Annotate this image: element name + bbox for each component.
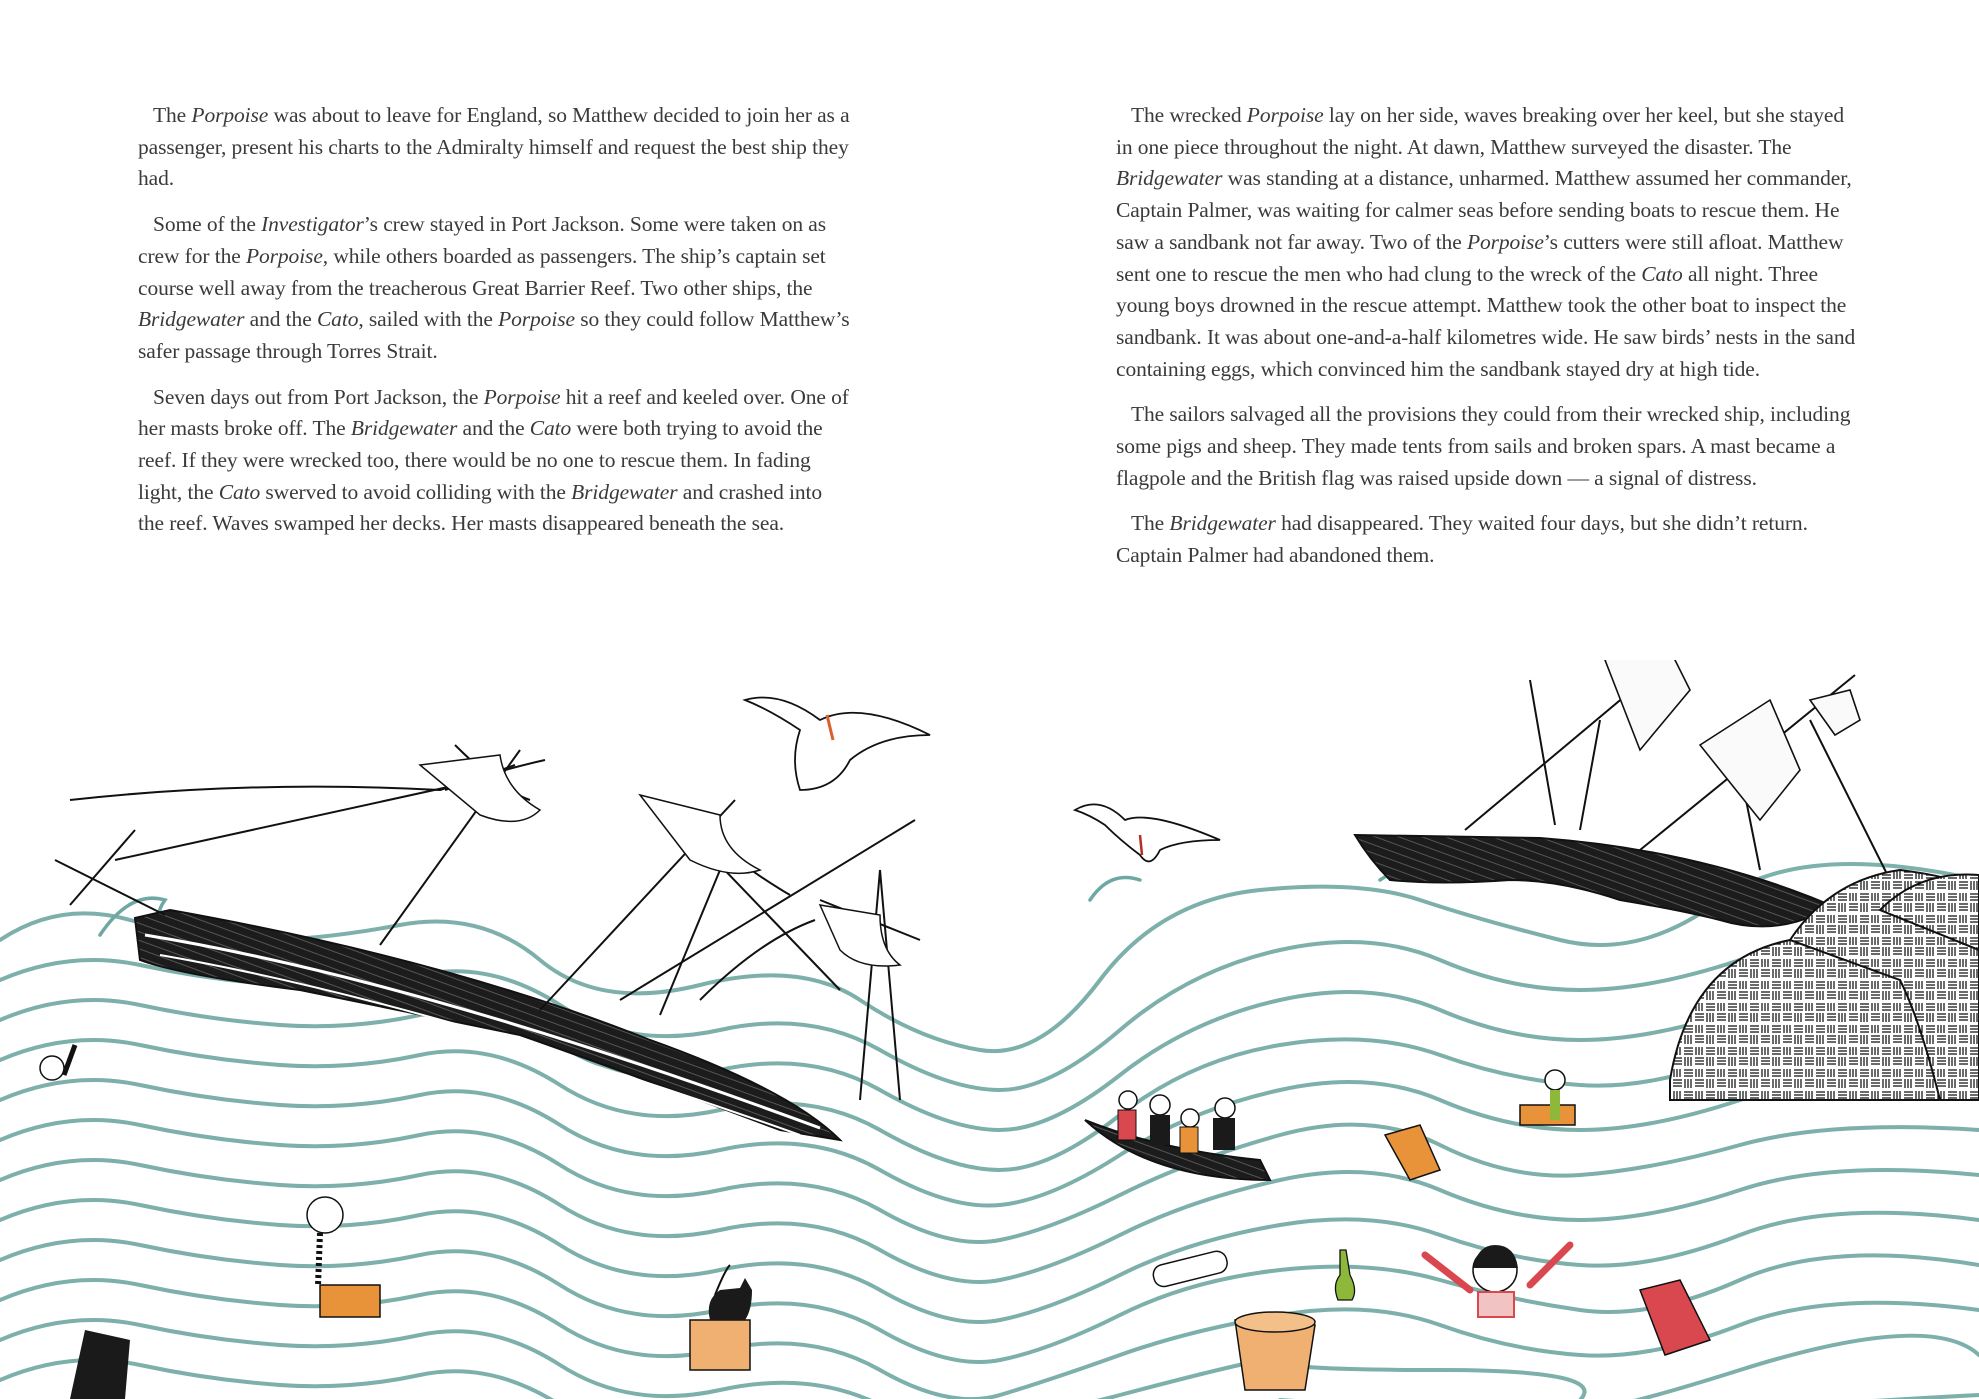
floating-chair <box>70 1330 130 1399</box>
ship-name: Bridgewater <box>571 479 678 504</box>
ship-name: Porpoise <box>191 103 269 127</box>
ship-name: Porpoise, <box>245 243 329 268</box>
ship-name: Porpoise <box>1246 103 1324 127</box>
text-run: was about to leave for England, so Matthew decided to join her as a passenger, present his charts to the Admiralty himself and request the best ship they had. <box>138 103 850 191</box>
text-run: The sailors salvaged all the provisions they could from their wrecked ship, including some pigs and sheep. They made tents from sails and broken spars. A mast became a flagpole and the British flag was raised upside down — a signal of distress. <box>1116 402 1851 490</box>
ship-name: Porpoise <box>1466 229 1544 254</box>
text-run: so they could follow Matthew’s safer passage through Torres Strait. <box>138 307 850 363</box>
ship-name: Cato <box>218 479 261 504</box>
ship-name: Bridgewater <box>1169 511 1276 536</box>
ship-name: Cato <box>1641 261 1683 286</box>
ship-name: Bridgewater <box>138 307 245 332</box>
ship-name: Cato <box>316 307 359 332</box>
seagull-right <box>1075 804 1220 861</box>
ship-name: Bridgewater <box>1116 166 1223 191</box>
text-run: while others boarded as passengers. The ship’s captain set course well away from the treacherous Great Barrier Reef. Two other ships, the <box>138 243 826 300</box>
ship-bridgewater <box>1355 660 1890 926</box>
ship-name: Porpoise <box>483 384 561 409</box>
text-run: ’s cutters were still afloat. Matthew sent one to rescue the men who had clung to the wreck of the <box>1116 229 1844 286</box>
paragraph <box>138 382 850 541</box>
ship-name: Investigator <box>261 212 364 237</box>
text-run: was standing at a distance, unharmed. Matthew assumed her commander, Captain Palmer, was waiting for calmer seas before sending boats to rescue them. He saw a sandbank not far away. Two of the <box>1116 166 1852 254</box>
paragraph <box>1116 508 1858 571</box>
floating-crate-right <box>1385 1125 1440 1180</box>
ship-name: Bridgewater <box>350 416 458 441</box>
wrecked-ship-porpoise <box>55 745 920 1140</box>
text-run: swerved to avoid colliding with the <box>260 479 572 504</box>
text-run: and the <box>457 416 530 441</box>
boy-on-crate <box>307 1197 380 1317</box>
text-run: and the <box>244 307 317 332</box>
text-run: , sailed with the <box>358 307 499 332</box>
text-run: all night. Three young boys drowned in the rescue attempt. Matthew took the other boat to inspect the sandbank. It was about one-and-a-half kilometres wide. He saw birds’ nests in the sand containing eggs, which convinced him the sandbank stayed dry at high tide. <box>1116 261 1856 381</box>
paragraph <box>138 209 850 368</box>
paragraph <box>1116 399 1858 494</box>
seagull-left <box>745 698 930 791</box>
swimmer-waving <box>40 1045 75 1080</box>
floating-bottle <box>1335 1250 1354 1300</box>
ship-name: Porpoise <box>498 307 575 332</box>
floating-barrel <box>1235 1312 1315 1390</box>
sea-wave-crests <box>100 870 1440 940</box>
text-run: and crashed into the reef. Waves swamped her decks. Her masts disappeared beneath the sea. <box>138 479 823 536</box>
shipwreck-illustration <box>0 660 1979 1399</box>
text-run: The wrecked <box>1131 103 1247 127</box>
text-run: had disappeared. They waited four days, but she didn’t return. Captain Palmer had abandoned them. <box>1116 511 1808 568</box>
text-run: The <box>153 103 192 127</box>
text-run: ’s crew stayed in Port Jackson. Some were taken on as crew for the <box>138 212 826 268</box>
text-run: were both trying to avoid the reef. If they were wrecked too, there would be no one to rescue them. In fading light, the <box>138 416 823 504</box>
text-run: Seven days out from Port Jackson, the <box>153 384 484 409</box>
paragraph <box>138 100 850 195</box>
left-page-text <box>138 100 850 554</box>
text-run: Some of the <box>153 212 262 237</box>
right-page-text <box>1116 100 1858 586</box>
cat-on-crate <box>690 1265 752 1370</box>
ship-name: Cato <box>529 416 572 441</box>
text-run: The <box>1131 511 1170 536</box>
text-run: hit a reef and keeled over. One of her masts broke off. The <box>138 384 849 441</box>
rowboat-with-sailors <box>1085 1091 1270 1180</box>
paragraph <box>1116 100 1858 385</box>
text-run: lay on her side, waves breaking over her keel, but she stayed in one piece throughout the night. At dawn, Matthew surveyed the disaster. The <box>1116 103 1845 159</box>
floating-book <box>1640 1280 1710 1355</box>
